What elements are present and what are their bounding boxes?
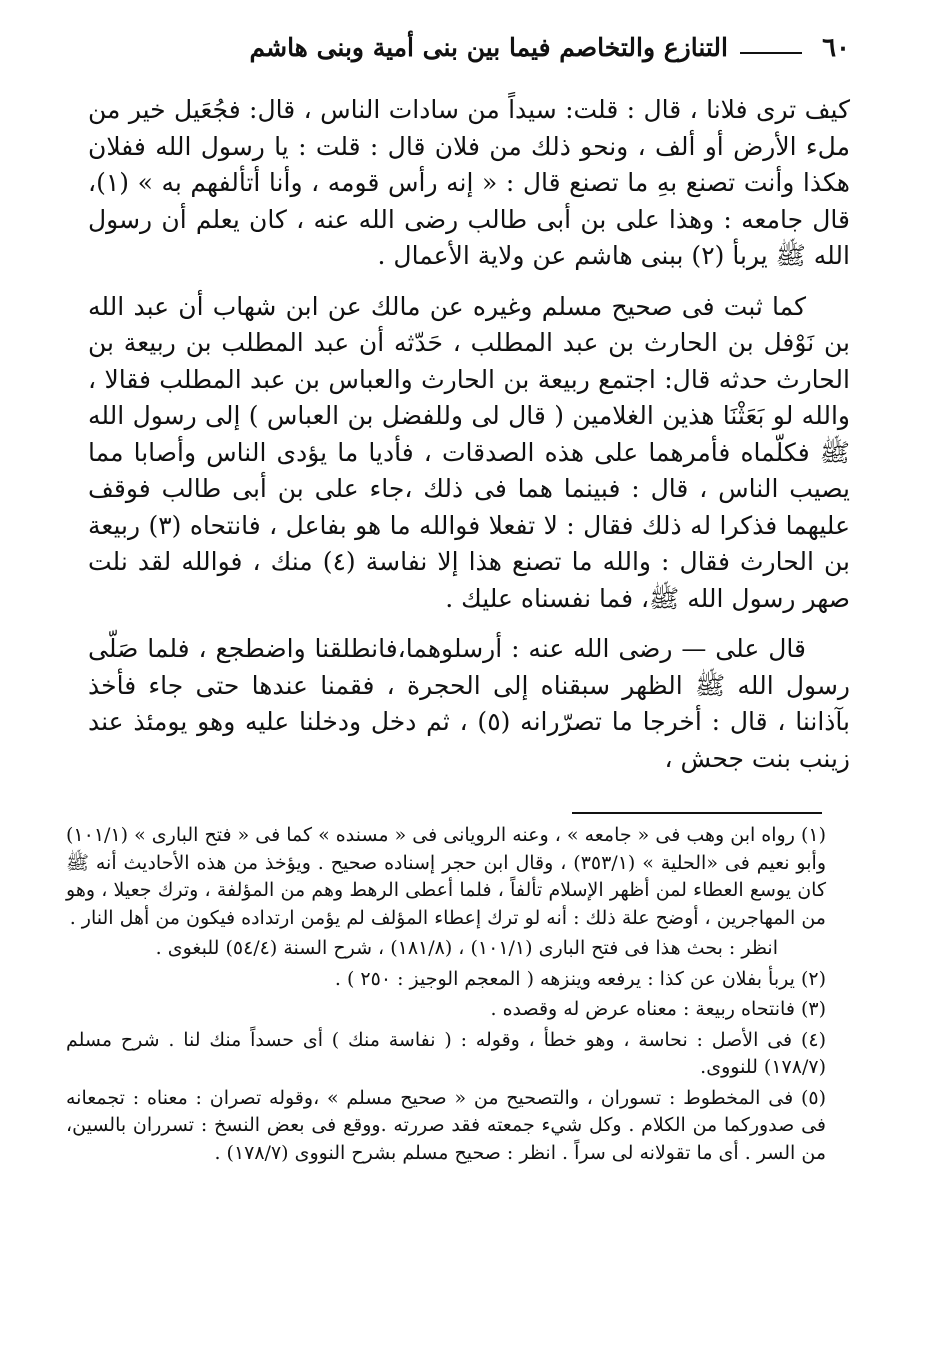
footnote-separator — [572, 812, 822, 814]
footnotes — [66, 822, 826, 1170]
paragraph-3: قال على — رضى الله عنه : أرسلوهما،فانطلقنا واضطجع ، فلما صَلّى رسول الله ﷺ الظهر سبقناه إلى الحجرة ، فقمنا عندها حتى جاء فأخذ بآذاننا ، قال : أخرجا ما تصرّرانه (٥) ، ثم دخل ودخلنا عليه وهو يومئذ عند زينب بنت جحش ، — [88, 634, 850, 773]
running-title: التنازع والتخاصم فيما بين بنى أمية وبنى هاشم — [249, 33, 728, 62]
footnote-5: (٥) فى المخطوط : تسوران ، والتصحيح من « صحيح مسلم » ،وقوله تصران : معناه : تجمعانه فى صدوركما من الكلام . وكل شيء جمعته فقد صررته .ووقع فى بعض النسخ : تسرران بالسين، من السر . أى ما تقولانه لى سراً . انظر : صحيح مسلم بشرح النووى (١٧٨/٧) . — [66, 1086, 826, 1164]
footnote-1: (١) رواه ابن وهب فى « جامعه » ، وعنه الرويانى فى « مسنده » كما فى « فتح البارى » (١٠١/١) وأبو نعيم فى «الحلية » (٣٥٣/١) ، وقال ابن حجر إسناده صحيح . ويؤخذ من هذه الأحاديث أنه ﷺ كان يوسع العطاء لمن أظهر الإسلام تألفاً ، فلما أعطى الرهط وهم من المؤلفة ، وترك جعيلا ، وهو من المهاجرين ، أوضح علة ذلك : أنه لو ترك إعطاء المؤلف لم يؤمن ارتداده فيكون من أهل النار . — [66, 824, 826, 929]
footnote-2: (٢) يربأ بفلان عن كذا : يرفعه وينزهه ( المعجم الوجيز : ٢٥٠ ) . — [334, 967, 826, 990]
footnote-4: (٤) فى الأصل : نحاسة ، وهو خطأ ، وقوله : ( نفاسة منك ) أى حسداً منك لنا . شرح مسلم (١٧٨/٧) للنووى. — [66, 1028, 826, 1078]
footnote-1-reference: انظر : بحث هذا فى فتح البارى (١٠١/١) ، (١٨١/٨) ، شرح السنة (٥٤/٤) للبغوى . — [155, 937, 778, 959]
page-number: ٦٠ — [822, 33, 850, 63]
header-rule — [740, 52, 802, 54]
footnote-3: (٣) فانتحاه ربيعة : معناه عرض له وقصده . — [490, 998, 826, 1020]
paragraph-2: كما ثبت فى صحيح مسلم وغيره عن مالك عن ابن شهاب أن عبد الله بن نَوْفل بن الحارث بن عبد المطلب ، حَدّثه أن عبد المطلب بن ربيعة بن الحارث حدثه قال: اجتمع ربيعة بن الحارث والعباس بن عبد المطلب فقالا ، والله لو بَعَثْنَا هذين الغلامين ( قال لى وللفضل بن العباس ) إلى رسول الله ﷺ فكلّماه فأمرهما على هذه الصدقات ، فأديا ما يؤدى الناس وأصابا مما يصيب الناس ، قال : فبينما هما فى ذلك ،جاء على بن أبى طالب فوقف عليهما فذكرا له ذلك فقال : لا تفعلا فوالله ما هو بفاعل ، فانتحاه (٣) ربيعة بن الحارث فقال : والله ما تصنع هذا إلا نفاسة (٤) منك ، فوالله لقد نلت صهر رسول الله ﷺ، فما نفسناه عليك . — [88, 291, 850, 613]
paragraph-1: كيف ترى فلانا ، قال : قلت: سيداً من سادات الناس ، قال: فجُعَيل خير من ملء الأرض أو ألف ، ونحو ذلك من فلان قال : قلت : يا رسول الله ففلان هكذا وأنت تصنع بهِ ما تصنع قال : « إنه رأس قومه ، وأنا أتألفهم به » (١)، قال جامعه : وهذا على بن أبى طالب رضى الله عنه ، كان يعلم أن رسول الله ﷺ يربأ (٢) ببنى هاشم عن ولاية الأعمال . — [88, 95, 851, 270]
page-header — [90, 30, 850, 70]
main-text — [88, 92, 850, 791]
